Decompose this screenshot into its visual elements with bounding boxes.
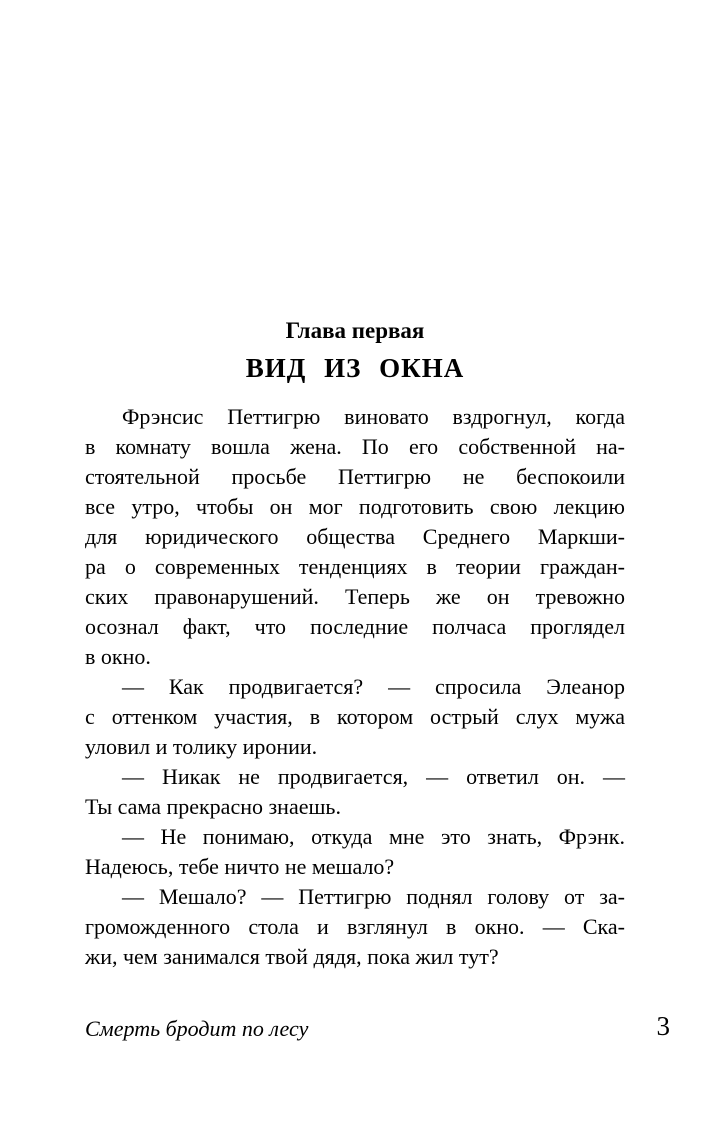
body-line: с оттенком участия, в котором острый слух мужа: [85, 704, 625, 729]
body-line: громожденного стола и взглянул в окно. — Ска-: [85, 914, 625, 939]
section-heading: ВИД ИЗ ОКНА: [245, 353, 465, 383]
body-line: стоятельной просьбе Петтигрю не беспокоили: [85, 464, 625, 489]
page-footer: [85, 1011, 670, 1044]
body-line: Ты сама прекрасно знаешь.: [85, 794, 341, 819]
body-line: жи, чем занимался твой дядя, пока жил тут?: [85, 944, 499, 969]
footer-running-title: Смерть бродит по лесу: [85, 1016, 309, 1041]
body-line: в окно.: [85, 644, 151, 669]
body-line: — Как продвигается? — спросила Элеанор: [122, 674, 625, 699]
paragraph: [85, 402, 625, 672]
body-line: — Мешало? — Петтигрю поднял голову от за-: [122, 884, 625, 909]
body-line: Фрэнсис Петтигрю виновато вздрогнул, когда: [122, 404, 625, 429]
chapter-heading: Глава первая: [285, 318, 425, 343]
paragraph: [85, 882, 625, 972]
body-line: все утро, чтобы он мог подготовить свою лекцию: [85, 494, 625, 519]
body-line: — Не понимаю, откуда мне это знать, Фрэнк.: [122, 824, 625, 849]
body-text: [85, 402, 625, 972]
footer-page-number: 3: [656, 1011, 670, 1041]
paragraph: [85, 822, 625, 882]
body-line: для юридического общества Среднего Маркши-: [85, 524, 625, 549]
paragraph: [85, 762, 625, 822]
body-line: в комнату вошла жена. По его собственной на-: [85, 434, 625, 459]
body-line: уловил и толику иронии.: [85, 734, 318, 759]
body-line: ра о современных тенденциях в теории граждан-: [85, 554, 625, 579]
body-line: Надеюсь, тебе ничто не мешало?: [85, 854, 395, 879]
body-line: осознал факт, что последние полчаса проглядел: [85, 614, 625, 639]
body-line: — Никак не продвигается, — ответил он. —: [122, 764, 625, 789]
body-line: ских правонарушений. Теперь же он тревожно: [85, 584, 625, 609]
paragraph: [85, 672, 625, 762]
